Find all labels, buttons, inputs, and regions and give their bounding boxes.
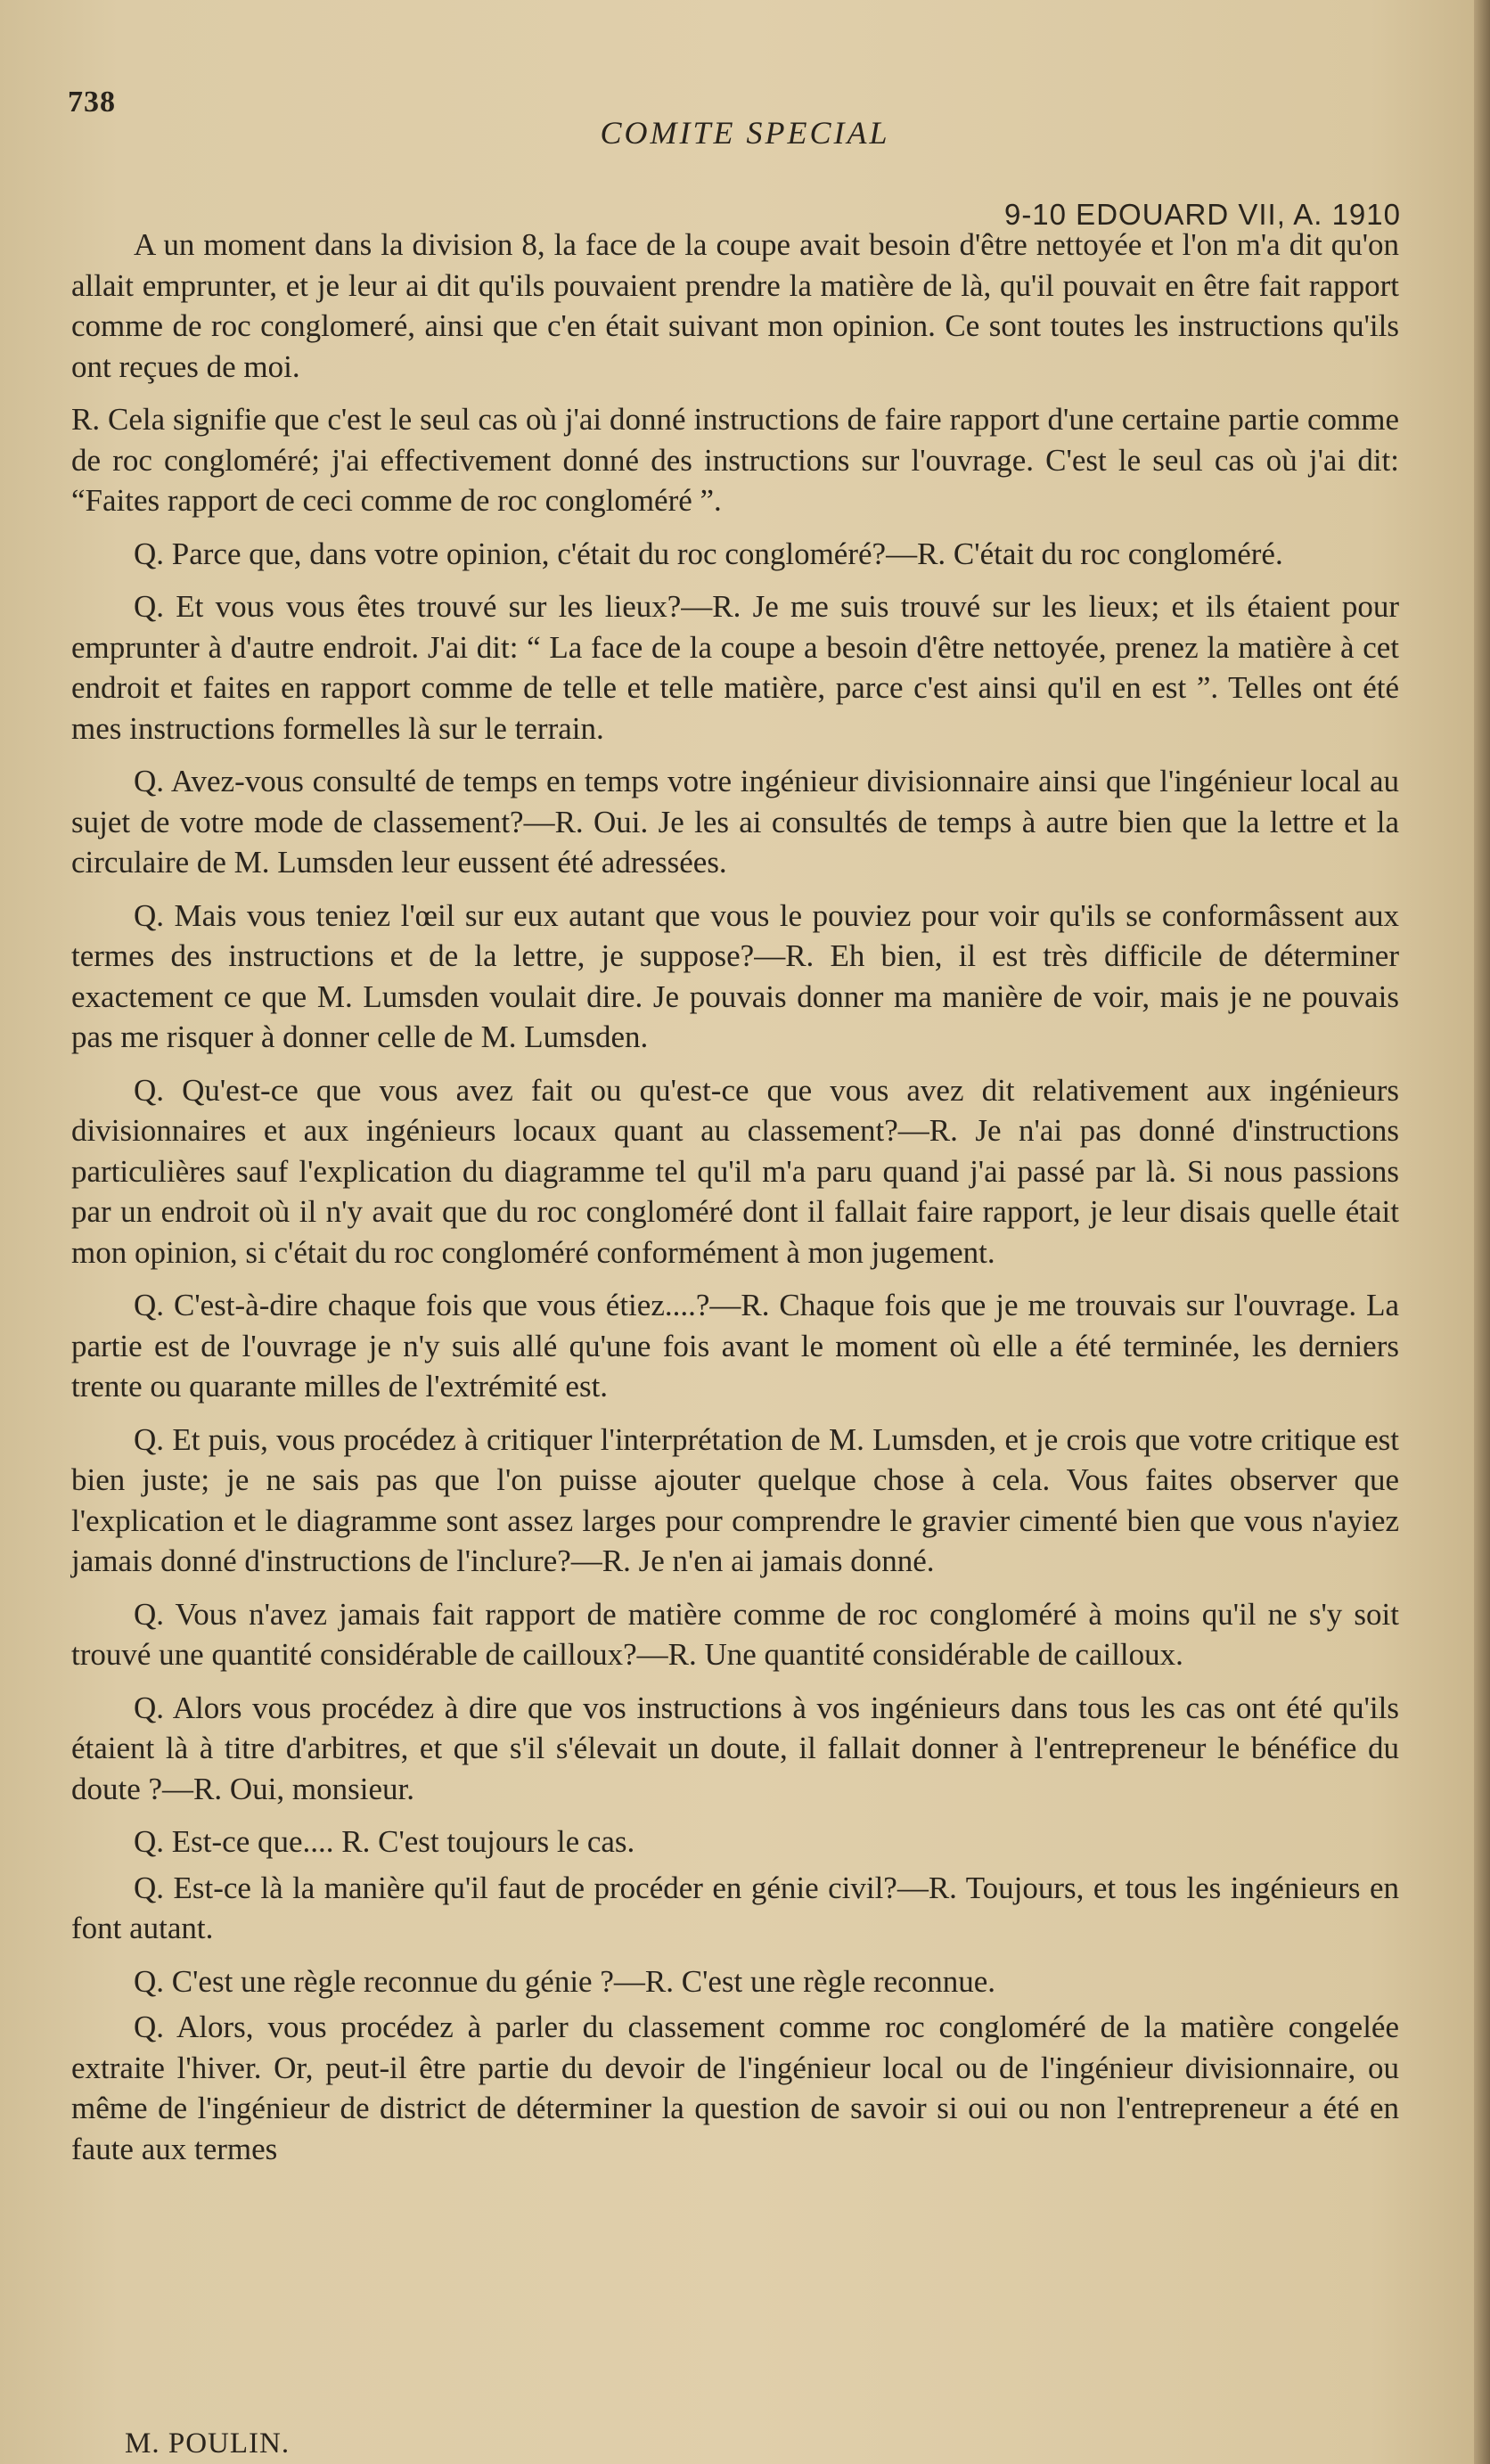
paragraph: Q. C'est-à-dire chaque fois que vous étiez....?—R. Chaque fois que je me trouvais sur l'ouvrage. La partie est de l'ouvrage je n'y suis allé qu'une fois avant le moment où elle a été terminée, les derniers trente ou quarante milles de l'extrémité est. [71, 1288, 1399, 1404]
running-title: COMITE SPECIAL [600, 115, 890, 151]
body-text [71, 225, 1399, 2182]
paragraph: A un moment dans la division 8, la face de la coupe avait besoin d'être nettoyée et l'on m'a dit qu'on allait emprunter, et je leur ai dit qu'ils pouvaient prendre la matière de là, qu'il pouvait en être fait rapport comme de roc conglomeré, ainsi que c'en était suivant mon opinion. Ce sont toutes les instructions qu'ils ont reçues de moi. [71, 227, 1399, 384]
paragraph: Q. Parce que, dans votre opinion, c'était du roc congloméré?—R. C'était du roc congloméré. [134, 536, 1283, 571]
paragraph: Q. C'est une règle reconnue du génie ?—R. C'est une règle reconnue. [134, 1963, 995, 1999]
paragraph: Q. Est-ce là la manière qu'il faut de procéder en génie civil?—R. Toujours, et tous les ingénieurs en font autant. [71, 1870, 1399, 1945]
paragraph: Q. Alors, vous procédez à parler du classement comme roc congloméré de la matière congelée extraite l'hiver. Or, peut-il être partie du devoir de l'ingénieur local ou de l'ingénieur divisionnaire, ou même de l'ingénieur de district de déterminer la question de savoir si oui ou non l'entrepreneur a été en faute aux termes [71, 2010, 1399, 2166]
edition-label: 9-10 EDOUARD VII, A. 1910 [1003, 198, 1401, 231]
paragraph: Q. Est-ce que.... R. C'est toujours le cas. [134, 1824, 635, 1859]
signature-line: M. POULIN. [125, 2427, 291, 2460]
paragraph: Q. Avez-vous consulté de temps en temps votre ingénieur divisionnaire ainsi que l'ingénieur local au sujet de votre mode de classement?—R. Oui. Je les ai consultés de temps à autre bien que la lettre et la circulaire de M. Lumsden leur eussent été adressées. [71, 764, 1399, 880]
page-edge-shadow [1474, 0, 1490, 2464]
paragraph: Q. Et vous vous êtes trouvé sur les lieux?—R. Je me suis trouvé sur les lieux; et ils étaient pour emprunter à d'autre endroit. J'ai dit: “ La face de la coupe a besoin d'être nettoyée, prenez la matière à cet endroit et faites en rapport comme de telle et telle matière, parce c'est ainsi qu'il en est ”. Telles ont été mes instructions formelles là sur le terrain. [71, 589, 1399, 746]
paragraph: Q. Qu'est-ce que vous avez fait ou qu'est-ce que vous avez dit relativement aux ingénieurs divisionnaires et aux ingénieurs locaux quant au classement?—R. Je n'ai pas donné d'instructions particulières sauf l'explication du diagramme tel qu'il m'a paru quand j'ai passé par là. Si nous passions par un endroit où il n'y avait que du roc congloméré dont il fallait faire rapport, je leur disais quelle était mon opinion, si c'était du roc congloméré conformément à mon jugement. [71, 1072, 1399, 1270]
paragraph: Q. Et puis, vous procédez à critiquer l'interprétation de M. Lumsden, et je crois que votre critique est bien juste; je ne sais pas que l'on puisse ajouter quelque chose à cela. Vous faites observer que l'explication et le diagramme sont assez larges pour comprendre le gravier cimenté bien que vous n'ayiez jamais donné d'instructions de l'inclure?—R. Je n'en ai jamais donné. [71, 1421, 1399, 1578]
paragraph: Q. Vous n'avez jamais fait rapport de matière comme de roc congloméré à moins qu'il ne s'y soit trouvé une quantité considérable de cailloux?—R. Une quantité considérable de cailloux. [71, 1596, 1399, 1672]
paragraph: R. Cela signifie que c'est le seul cas où j'ai donné instructions de faire rapport d'une certaine partie comme de roc congloméré; j'ai effectivement donné des instructions sur l'ouvrage. C'est le seul cas où j'ai dit: “Faites rapport de ceci comme de roc congloméré ”. [71, 402, 1399, 518]
paragraph: Q. Alors vous procédez à dire que vos instructions à vos ingénieurs dans tous les cas ont été qu'ils étaient là à titre d'arbitres, et que s'il s'élevait un doute, il fallait donner à l'entrepreneur le bénéfice du doute ?—R. Oui, monsieur. [71, 1690, 1399, 1806]
paragraph: Q. Mais vous teniez l'œil sur eux autant que vous le pouviez pour voir qu'ils se conformâssent aux termes des instructions et de la lettre, je suppose?—R. Eh bien, il est très difficile de déterminer exactement ce que M. Lumsden voulait dire. Je pouvais donner ma manière de voir, mais je ne pouvais pas me risquer à donner celle de M. Lumsden. [71, 897, 1399, 1054]
page-number: 738 [68, 86, 116, 119]
